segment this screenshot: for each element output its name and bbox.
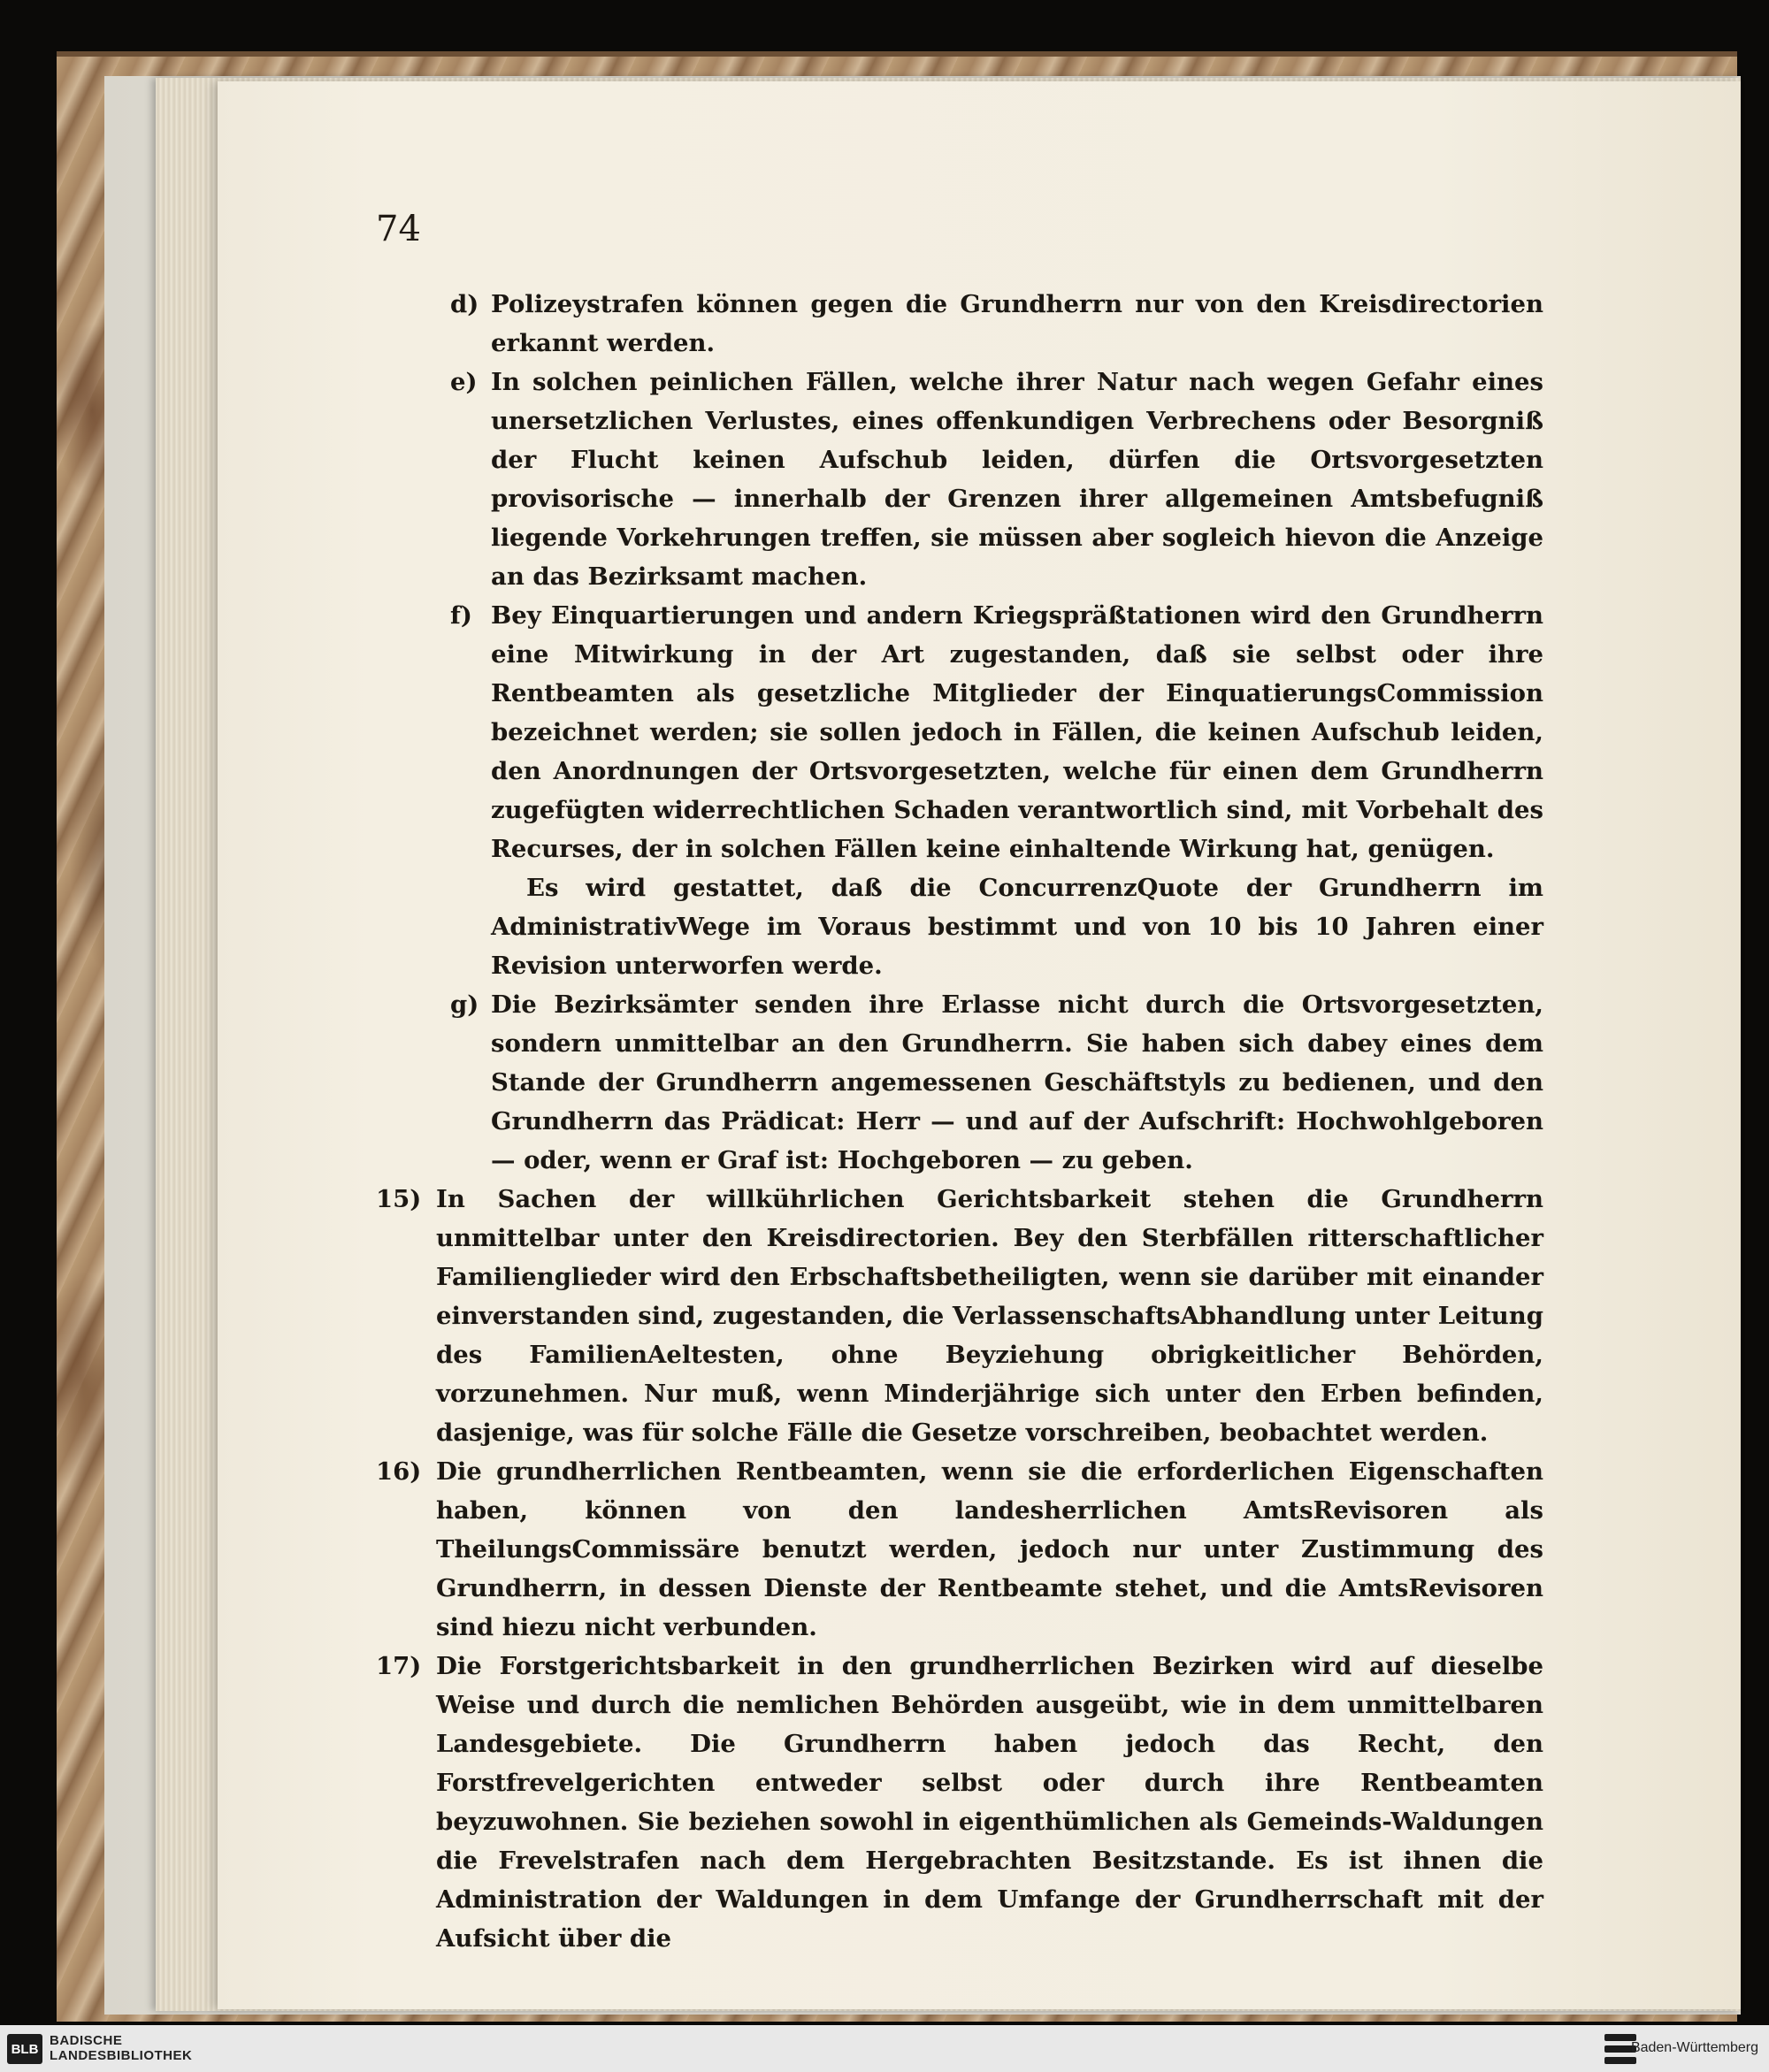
paragraph-text: Es wird gestattet, daß die ConcurrenzQuote der Grundherrn im AdministrativWege im Voraus bestimmt und von 10 bis 10 Jahren einer Revision unterworfen werde. <box>491 874 1543 980</box>
library-name-line2: LANDESBIBLIOTHEK <box>50 2048 193 2063</box>
paragraph-marker: g) <box>450 990 479 1019</box>
paragraph-marker: 15) <box>376 1185 422 1213</box>
paragraph-text: Bey Einquartierungen und andern Kriegspräßtationen wird den Grundherrn eine Mitwirkung in der Art zugestanden, daß sie selbst oder ihre Rentbeamten als gesetzliche Mitglieder der EinquatierungsCommission bezeichnet werden; sie sollen jedoch in Fällen, die keinen Aufschub leiden, den Anordnungen der Ortsvorgesetzten, welche für einen dem Grundherrn zugefügten widerrechtlichen Schaden verantwortlich sind, mit Vorbehalt des Recurses, der in solchen Fällen keine einhaltende Wirkung hat, genügen. <box>491 601 1543 863</box>
library-name <box>50 2033 192 2063</box>
state-name: Baden-Württemberg <box>1630 2040 1758 2055</box>
paragraph-marker: e) <box>450 368 478 396</box>
paragraph-17 <box>376 1647 1543 1958</box>
paragraph-g <box>376 985 1543 1180</box>
paragraph-marker: f) <box>450 601 472 630</box>
paragraph-text: Die Forstgerichtsbarkeit in den grundherrlichen Bezirken wird auf dieselbe Weise und durch die nemlichen Behörden ausgeübt, wie in dem unmittelbaren Landesgebiete. Die Grundherrn haben jedoch das Recht, den Forstfrevelgerichten entweder selbst oder durch ihre Rentbeamten beyzuwohnen. Sie beziehen sowohl in eigenthümlichen als Gemeinds-Waldungen die Frevelstrafen nach dem Hergebrachten Besitzstande. Es ist ihnen die Administration der Waldungen in dem Umfange der Grundherrschaft mit der Aufsicht über die <box>436 1652 1543 1953</box>
paragraph-15 <box>376 1180 1543 1452</box>
paragraph-marker: d) <box>450 290 479 318</box>
paragraph-text: Die Bezirksämter senden ihre Erlasse nicht durch die Ortsvorgesetzten, sondern unmittelbar an den Grundherrn. Sie haben sich dabey eines dem Stande der Grundherrn angemessenen Geschäftstyls zu bedienen, und den Grundherrn das Prädicat: Herr — und auf der Aufschrift: Hochwohlgeboren — oder, wenn er Graf ist: Hochgeboren — zu geben. <box>491 990 1543 1174</box>
paragraph-text: Polizeystrafen können gegen die Grundherrn nur von den Kreisdirectorien erkannt werden. <box>491 290 1543 357</box>
paragraph-f-continued <box>376 868 1543 985</box>
blb-logo: BLB <box>7 2034 42 2064</box>
footer-bar <box>0 2025 1769 2072</box>
paragraph-f <box>376 596 1543 868</box>
paragraph-marker: 17) <box>376 1652 422 1680</box>
page-text <box>376 205 1543 1958</box>
page-number: 74 <box>376 209 421 249</box>
library-name-line1: BADISCHE <box>50 2033 123 2048</box>
paragraph-text: In Sachen der willkührlichen Gerichtsbarkeit stehen die Grundherrn unmittelbar unter den Kreisdirectorien. Bey den Sterbfällen ritterschaftlicher Familienglieder wird den Erbschaftsbetheiligten, wenn sie darüber mit einander einverstanden sind, zugestanden, die VerlassenschaftsAbhandlung unter Leitung des FamilienAeltesten, ohne Beyziehung obrigkeitlicher Behörden, vorzunehmen. Nur muß, wenn Minderjährige sich unter den Erben befinden, dasjenige, was für solche Fälle die Gesetze vorschreiben, beobachtet werden. <box>436 1185 1543 1447</box>
paragraph-16 <box>376 1452 1543 1647</box>
paragraph-d <box>376 285 1543 363</box>
paragraph-text: Die grundherrlichen Rentbeamten, wenn sie die erforderlichen Eigenschaften haben, können von den landesherrlichen AmtsRevisoren als TheilungsCommissäre benutzt werden, jedoch nur unter Zustimmung des Grundherrn, in dessen Dienste der Rentbeamte stehet, und die AmtsRevisoren sind hiezu nicht verbunden. <box>436 1457 1543 1641</box>
paragraph-e <box>376 363 1543 596</box>
paragraph-marker: 16) <box>376 1457 422 1486</box>
paragraph-text: In solchen peinlichen Fällen, welche ihrer Natur nach wegen Gefahr eines unersetzlichen Verlustes, eines offenkundigen Verbrechens oder Besorgniß der Flucht keinen Aufschub leiden, dürfen die Ortsvorgesetzten provisorische — innerhalb der Grenzen ihrer allgemeinen Amtsbefugniß liegende Vorkehrungen treffen, sie müssen aber sogleich hievon die Anzeige an das Bezirksamt machen. <box>491 368 1543 591</box>
